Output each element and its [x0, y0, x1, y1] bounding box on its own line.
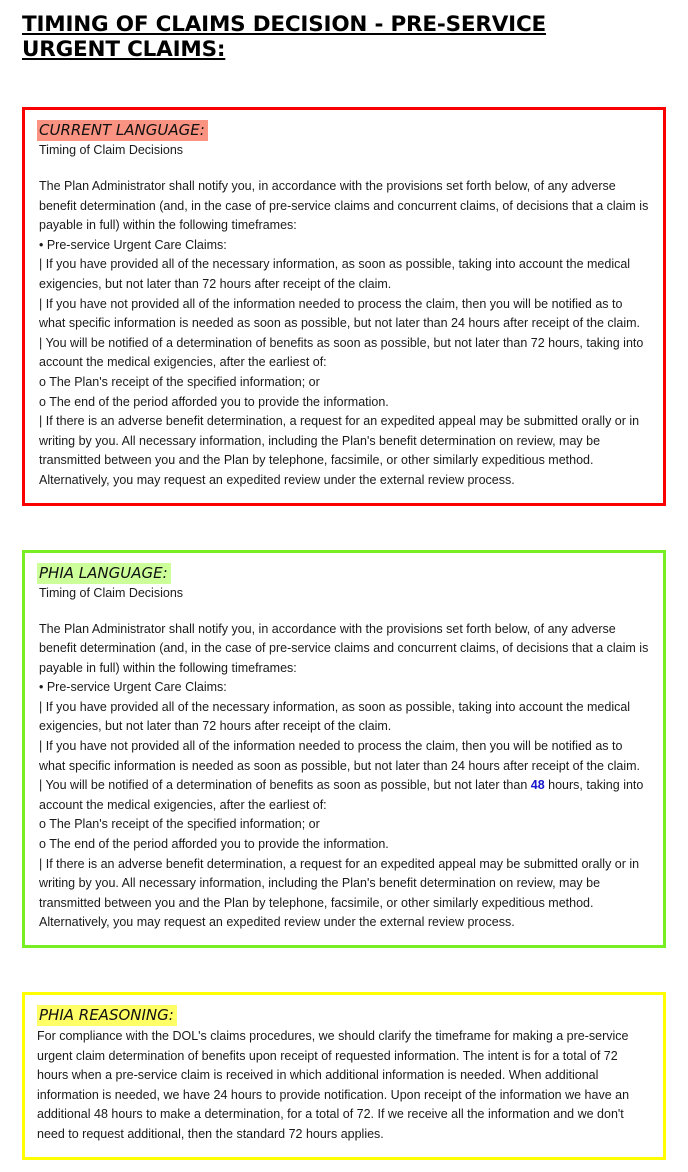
title-spacer: [0, 62, 688, 107]
current-language-paragraph-4: | If you have not provided all of the information needed to process the claim, then you will be notified as to what specific information is needed as soon as possible, but not later than 24 hours after receipt of the claim.: [39, 296, 641, 331]
phia-language-paragraph-3: | If you have provided all of the necessary information, as soon as possible, taking into account the medical exigencies, but not later than 72 hours after receipt of the claim.: [39, 699, 631, 734]
phia-language-paragraph-5-post: hours, taking into account the medical exigencies, after the earliest of:: [39, 778, 644, 812]
phia-language-body: [37, 602, 651, 934]
section-spacer-2: [0, 948, 688, 992]
current-language-paragraph-7: o The end of the period afforded you to provide the information.: [39, 394, 389, 409]
phia-language-paragraph-8: | If there is an adverse benefit determination, a request for an expedited appeal may be submitted orally or in writing by you. All necessary information, including the Plan's benefit determination on review, may be transmitted between you and the Plan by telephone, facsimile, or other similarly expeditious method. Alternatively, you may request an expedited review under the external review process.: [39, 856, 640, 930]
phia-language-paragraph-5: [39, 776, 651, 815]
page-title: TIMING OF CLAIMS DECISION - PRE-SERVICE URGENT CLAIMS:: [22, 12, 547, 62]
current-language-heading: CURRENT LANGUAGE:: [37, 120, 208, 141]
phia-language-paragraph-6: o The Plan's receipt of the specified information; or: [39, 817, 320, 832]
paragraph-spacer: [39, 602, 651, 620]
current-language-subheading: Timing of Claim Decisions: [39, 143, 184, 157]
current-language-body: [37, 159, 651, 491]
paragraph-spacer: [39, 159, 651, 177]
current-language-paragraph-2: • Pre-service Urgent Care Claims:: [39, 237, 227, 252]
phia-language-paragraph-1: The Plan Administrator shall notify you, in accordance with the provisions set forth below, of any adverse benefit determination (and, in the case of pre-service claims and concurrent claims, of decisions that a claim is payable in full) within the following timeframes:: [39, 621, 649, 675]
phia-language-heading: PHIA LANGUAGE:: [37, 563, 171, 584]
current-language-paragraph-3: | If you have provided all of the necessary information, as soon as possible, taking into account the medical exigencies, but not later than 72 hours after receipt of the claim.: [39, 257, 631, 291]
phia-reasoning-heading: PHIA REASONING:: [37, 1005, 177, 1026]
section-spacer-1: [0, 506, 688, 550]
phia-language-paragraph-7: o The end of the period afforded you to provide the information.: [39, 837, 389, 852]
phia-reasoning-body: For compliance with the DOL's claims procedures, we should clarify the timeframe for making a pre-service urgent claim determination of benefits upon receipt of requested information. The intent is for a total of 72 hours when a pre-service claim is received in which additional information is needed. When additional information is needed, we have 24 hours to provide notification. Upon receipt of the information we have an additional 48 hours to make a determination, for a total of 72. If we receive all the information and we don't need to request additional, then the standard 72 hours applies.: [37, 1029, 630, 1141]
current-language-paragraph-8: | If there is an adverse benefit determination, a request for an expedited appeal may be submitted orally or in writing by you. All necessary information, including the Plan's benefit determination on review, may be transmitted between you and the Plan by telephone, facsimile, or other similarly expeditious method. Alternatively, you may request an expedited review under the external review process.: [39, 414, 640, 487]
current-language-paragraph-6: o The Plan's receipt of the specified information; or: [39, 374, 320, 389]
phia-reasoning-section: [22, 992, 666, 1160]
phia-language-paragraph-5-pre: | You will be notified of a determination of benefits as soon as possible, but not later than: [39, 778, 531, 793]
current-language-section: [22, 107, 666, 506]
phia-language-paragraph-2: • Pre-service Urgent Care Claims:: [39, 680, 227, 695]
current-language-paragraph-1: The Plan Administrator shall notify you, in accordance with the provisions set forth below, of any adverse benefit determination (and, in the case of pre-service claims and concurrent claims, of decisions that a claim is payable in full) within the following timeframes:: [39, 179, 649, 233]
phia-language-subheading: Timing of Claim Decisions: [39, 585, 184, 600]
phia-language-hours-emphasis: 48: [530, 778, 545, 793]
phia-language-paragraph-4: | If you have not provided all of the information needed to process the claim, then you will be notified as to what specific information is needed as soon as possible, but not later than 24 hours after receipt of the claim.: [39, 739, 641, 773]
phia-language-section: [22, 550, 666, 949]
current-language-paragraph-5: | You will be notified of a determination of benefits as soon as possible, but not later than 72 hours, taking into account the medical exigencies, after the earliest of:: [39, 335, 644, 370]
